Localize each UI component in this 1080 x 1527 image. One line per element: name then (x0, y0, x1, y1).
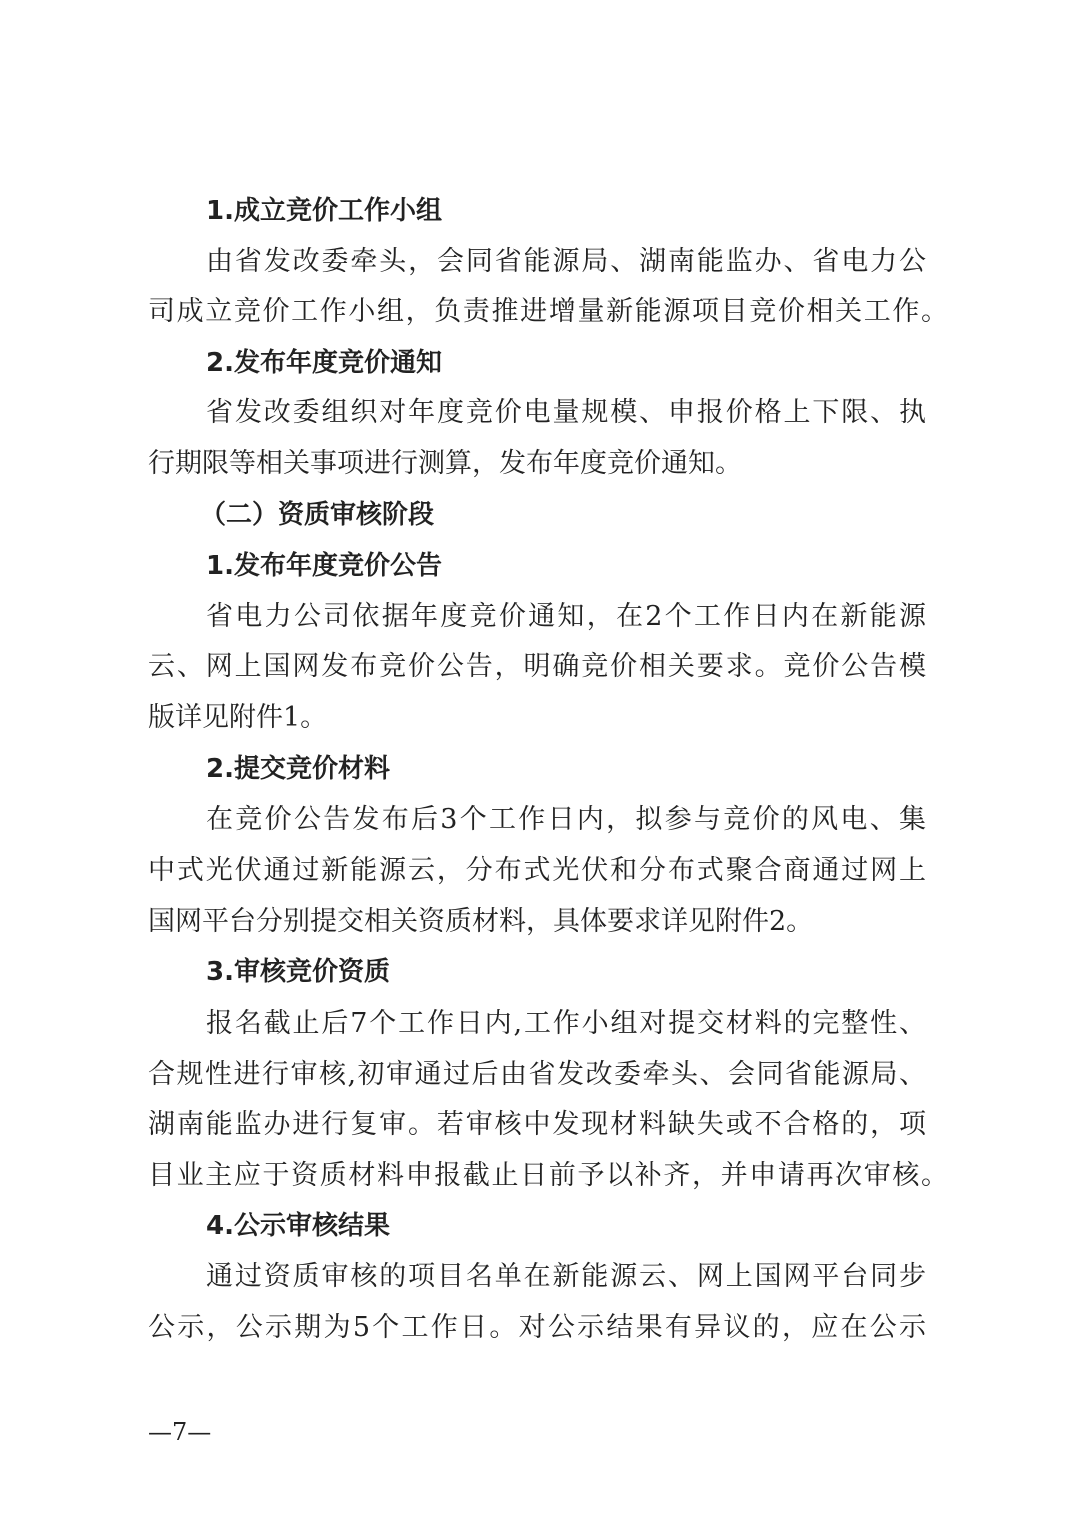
subheading: 2.提交竞价材料 (206, 754, 390, 784)
paragraph-line: 目业主应于资质材料申报截止日前予以补齐，并申请再次审核。 (148, 1160, 948, 1191)
paragraph-line: 报名截止后7个工作日内,工作小组对提交材料的完整性、 (206, 1008, 926, 1039)
subheading: 1.成立竞价工作小组 (206, 196, 442, 226)
paragraph-line: 在竞价公告发布后3个工作日内，拟参与竞价的风电、集 (206, 804, 926, 835)
paragraph-line: 省电力公司依据年度竞价通知，在2个工作日内在新能源 (206, 601, 926, 632)
paragraph-line: 由省发改委牵头，会同省能源局、湖南能监办、省电力公 (206, 246, 926, 277)
subheading: 3.审核竞价资质 (206, 957, 390, 987)
subheading: 4.公示审核结果 (206, 1211, 390, 1241)
paragraph-line: 国网平台分别提交相关资质材料，具体要求详见附件2。 (148, 906, 814, 937)
paragraph-line: 云、网上国网发布竞价公告，明确竞价相关要求。竞价公告模 (148, 651, 926, 682)
subheading: 2.发布年度竞价通知 (206, 348, 442, 378)
paragraph-line: 湖南能监办进行复审。若审核中发现材料缺失或不合格的，项 (148, 1109, 926, 1140)
paragraph-line: 省发改委组织对年度竞价电量规模、申报价格上下限、执 (206, 397, 926, 428)
paragraph-line: 通过资质审核的项目名单在新能源云、网上国网平台同步 (206, 1261, 926, 1292)
subheading: 1.发布年度竞价公告 (206, 551, 442, 581)
paragraph-line: 版详见附件1。 (148, 702, 328, 733)
paragraph-line: 司成立竞价工作小组，负责推进增量新能源项目竞价相关工作。 (148, 296, 948, 327)
page-number: —7— (148, 1418, 212, 1446)
paragraph-line: 行期限等相关事项进行测算，发布年度竞价通知。 (148, 448, 742, 479)
paragraph-line: 中式光伏通过新能源云，分布式光伏和分布式聚合商通过网上 (148, 855, 926, 886)
paragraph-line: 公示，公示期为5个工作日。对公示结果有异议的，应在公示 (148, 1312, 926, 1343)
section-heading: （二）资质审核阶段 (200, 500, 435, 530)
paragraph-line: 合规性进行审核,初审通过后由省发改委牵头、会同省能源局、 (148, 1059, 926, 1090)
